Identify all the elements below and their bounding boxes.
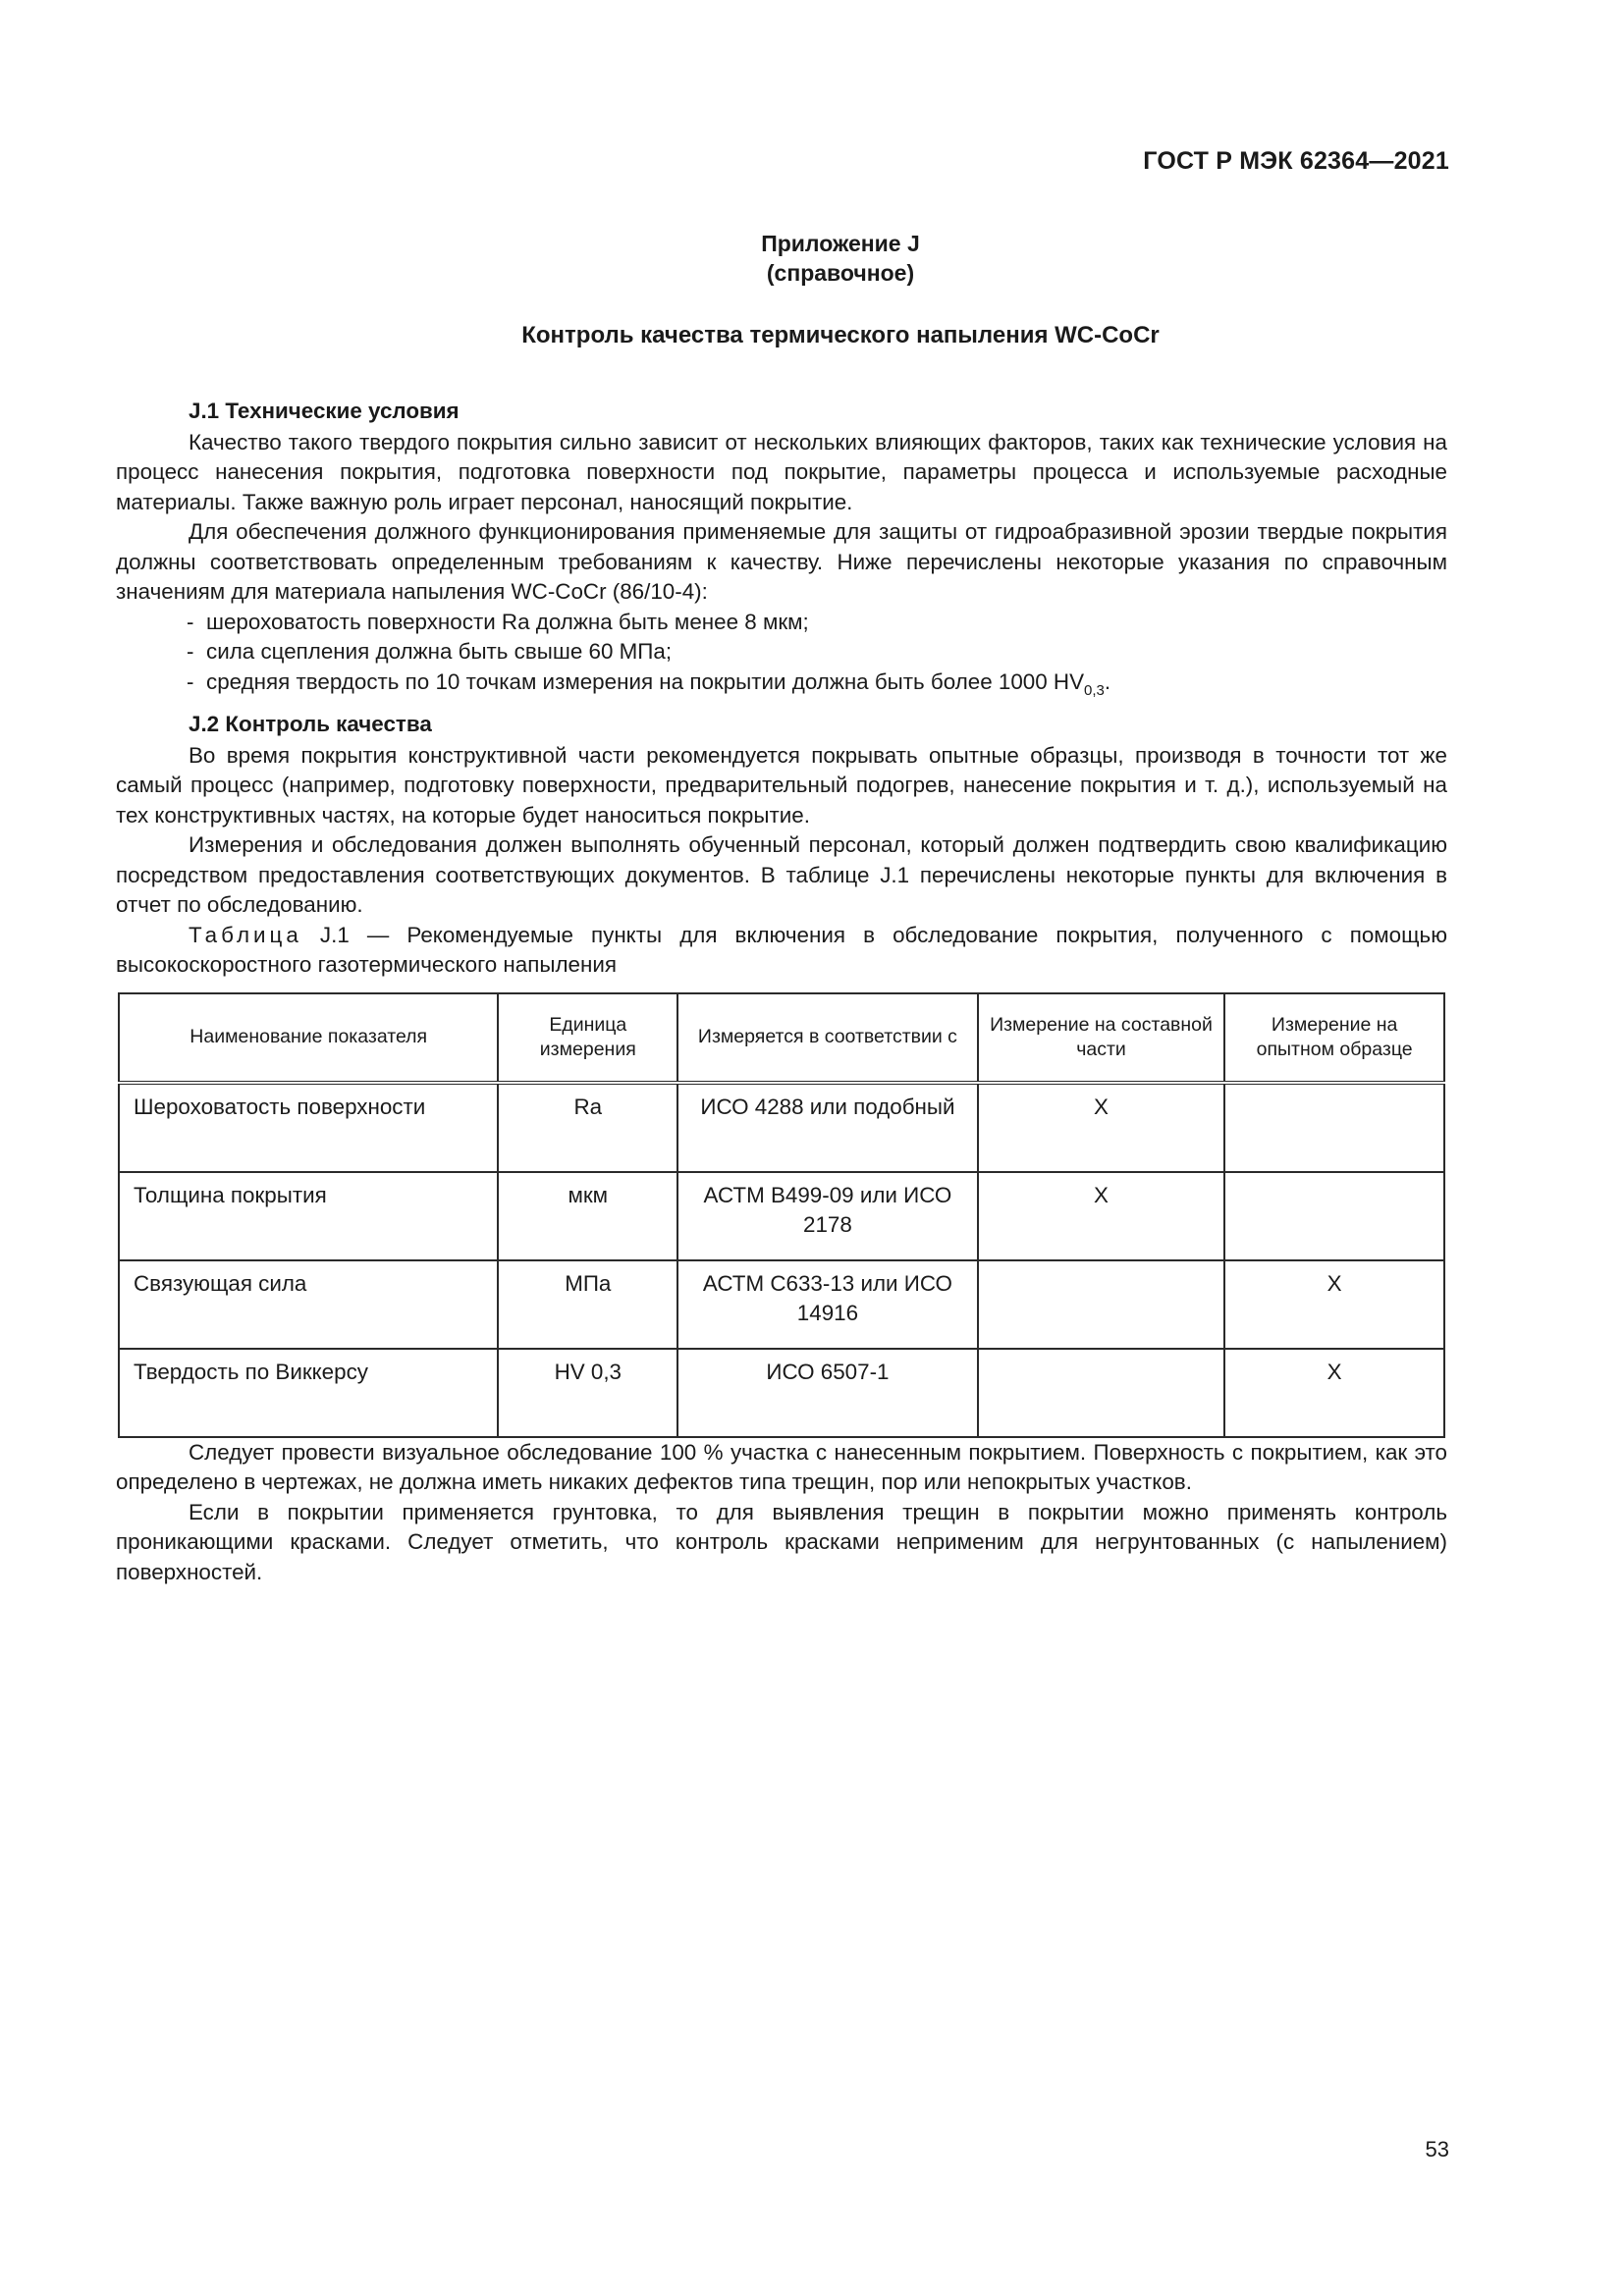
list-item — [187, 667, 1447, 707]
annex-status: (справочное) — [766, 260, 915, 286]
table-header-row — [119, 993, 1444, 1083]
document-code: ГОСТ Р МЭК 62364—2021 — [1143, 147, 1449, 175]
list-item: - сила сцепления должна быть свыше 60 МПа; — [187, 637, 1447, 667]
table-cell: МПа — [498, 1260, 677, 1349]
column-header: Единица измерения — [498, 993, 677, 1083]
column-header: Измеряется в соответствии с — [677, 993, 978, 1083]
table-cell: ИСО 4288 или подобный — [677, 1083, 978, 1172]
table-caption-prefix: Таблица — [189, 922, 302, 947]
section-heading-j1: J.1 Технические условия — [189, 399, 460, 423]
table-cell: HV 0,3 — [498, 1349, 677, 1437]
requirements-list — [116, 608, 1447, 707]
paragraph: Если в покрытии применяется грунтовка, то для выявления трещин в покрытии можно применять контроль проникающими красками. Следует отметить, что контроль красками неприменим для негрунтованных (с напылением) поверхностей. — [116, 1499, 1447, 1584]
table-cell: Ra — [498, 1083, 677, 1172]
table-cell: Шероховатость поверхности — [119, 1083, 498, 1172]
column-header: Измерение на составной части — [978, 993, 1225, 1083]
table-row — [119, 1083, 1444, 1172]
table-cell: АСТМ В499-09 или ИСО 2178 — [677, 1172, 978, 1260]
paragraph: Следует провести визуальное обследование 100 % участка с нанесенным покрытием. Поверхность с покрытием, как это определено в чертежах, не должна иметь никаких дефектов типа трещин, пор или непокрытых участков. — [116, 1439, 1447, 1494]
table-cell — [1224, 1083, 1444, 1172]
annex-title: Контроль качества термического напыления WC-CoCr — [521, 322, 1160, 348]
column-header: Наименование показателя — [119, 993, 498, 1083]
section-heading-j2: J.2 Контроль качества — [189, 712, 432, 736]
paragraph: Качество такого твердого покрытия сильно зависит от нескольких влияющих факторов, таких как технические условия на процесс нанесения покрытия, подготовка поверхности под покрытие, параметры процесса и используемые расходные материалы. Также важную роль играет персонал, наносящий покрытие. — [116, 429, 1447, 514]
column-header: Измерение на опытном образце — [1224, 993, 1444, 1083]
list-item-text: средняя твердость по 10 точкам измерения на покрытии должна быть более 1000 HV — [206, 668, 1085, 694]
annex-title-block — [0, 322, 1624, 349]
table-row — [119, 1349, 1444, 1437]
list-item-end: . — [1104, 668, 1111, 694]
document-body — [116, 397, 1447, 1587]
table-cell — [978, 1349, 1225, 1437]
table-cell: Твердость по Виккерсу — [119, 1349, 498, 1437]
table-cell: X — [978, 1083, 1225, 1172]
table-cell: X — [1224, 1349, 1444, 1437]
subscript: 0,3 — [1084, 681, 1105, 699]
page-number: 53 — [1425, 2137, 1449, 2162]
annex-heading — [0, 229, 1624, 288]
table-cell — [978, 1260, 1225, 1349]
table-row — [119, 1172, 1444, 1260]
table-cell — [1224, 1172, 1444, 1260]
table-cell: X — [1224, 1260, 1444, 1349]
annex-label: Приложение J — [761, 231, 920, 256]
table-row — [119, 1260, 1444, 1349]
paragraph: Измерения и обследования должен выполнять обученный персонал, который должен подтвердить свою квалификацию посредством предоставления соответствующих документов. В таблице J.1 перечислены некоторые пункты для включения в отчет по обследованию. — [116, 832, 1447, 917]
table-cell: Толщина покрытия — [119, 1172, 498, 1260]
table-cell: X — [978, 1172, 1225, 1260]
quality-control-table — [118, 992, 1445, 1438]
table-cell: мкм — [498, 1172, 677, 1260]
table-cell: АСТМ С633-13 или ИСО 14916 — [677, 1260, 978, 1349]
table-cell: Связующая сила — [119, 1260, 498, 1349]
table-caption — [116, 921, 1447, 981]
paragraph: Для обеспечения должного функционирования применяемые для защиты от гидроабразивной эрозии твердые покрытия должны соответствовать определенным требованиям к качеству. Ниже перечислены некоторые указания по справочным значениям для материала напыления WC-CoCr (86/10-4): — [116, 519, 1447, 604]
table-cell: ИСО 6507-1 — [677, 1349, 978, 1437]
paragraph: Во время покрытия конструктивной части рекомендуется покрывать опытные образцы, производя в точности тот же самый процесс (например, подготовку поверхности, предварительный подогрев, нанесение покрытия и т. д.), используемый на тех конструктивных частях, на которые будет наноситься покрытие. — [116, 742, 1447, 828]
list-item: - шероховатость поверхности Ra должна быть менее 8 мкм; — [187, 608, 1447, 638]
table-caption-text: J.1 — Рекомендуемые пункты для включения в обследование покрытия, полученного с помощью высокоскоростного газотермического напыления — [116, 922, 1447, 977]
